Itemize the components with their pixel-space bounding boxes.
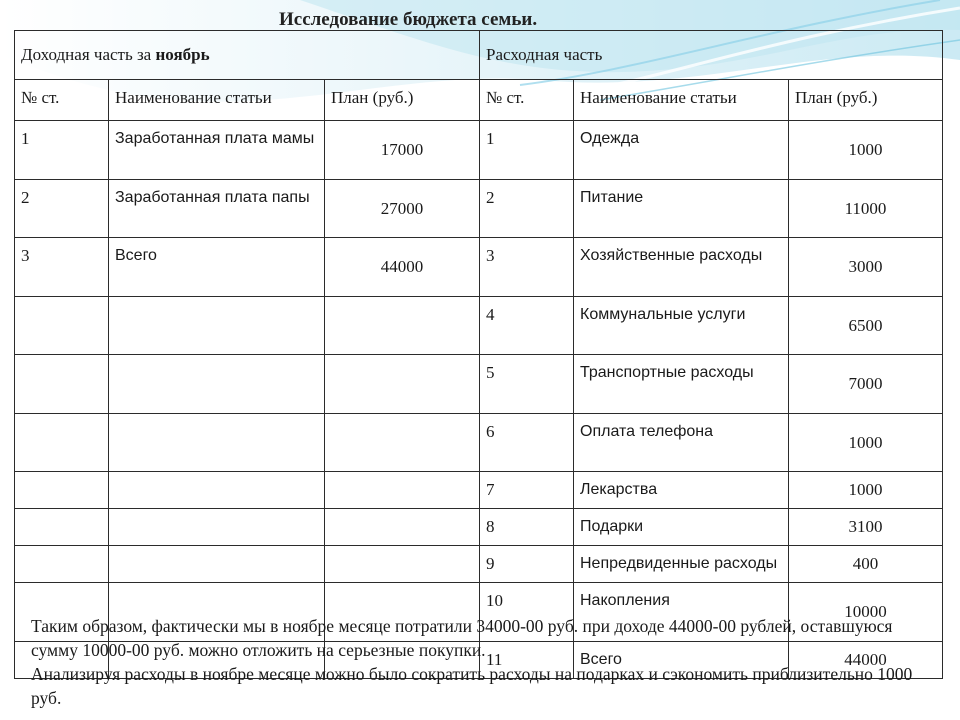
income-name-cell: Всего — [109, 238, 325, 297]
income-num-cell — [15, 546, 109, 583]
table-row — [15, 546, 943, 583]
expense-num-cell: 3 — [480, 238, 574, 297]
expense-plan-cell: 400 — [789, 546, 943, 583]
page-title: Исследование бюджета семьи. — [279, 9, 538, 30]
budget-table — [14, 30, 943, 679]
column-header-row — [15, 80, 943, 121]
income-col-plan: План (руб.) — [325, 80, 480, 121]
income-plan-cell: 44000 — [325, 238, 480, 297]
income-num-cell: 1 — [15, 121, 109, 180]
expense-num-cell: 1 — [480, 121, 574, 180]
section-header-row — [15, 31, 943, 80]
expense-plan-cell: 7000 — [789, 355, 943, 414]
income-num-cell — [15, 414, 109, 472]
table-row — [15, 355, 943, 414]
expense-plan-cell: 1000 — [789, 472, 943, 509]
table-row — [15, 297, 943, 355]
income-plan-cell: 27000 — [325, 180, 480, 238]
income-plan-cell — [325, 414, 480, 472]
expense-num-cell: 2 — [480, 180, 574, 238]
table-row — [15, 238, 943, 297]
expense-col-name: Наименование статьи — [574, 80, 789, 121]
income-col-num: № ст. — [15, 80, 109, 121]
income-header-prefix: Доходная часть за — [21, 45, 156, 64]
income-name-cell: Заработанная плата папы — [109, 180, 325, 238]
expense-name-cell: Хозяйственные расходы — [574, 238, 789, 297]
income-name-cell — [109, 546, 325, 583]
income-num-cell — [15, 472, 109, 509]
expense-name-cell: Непредвиденные расходы — [574, 546, 789, 583]
income-col-name: Наименование статьи — [109, 80, 325, 121]
income-plan-cell — [325, 546, 480, 583]
expense-name-cell: Всего — [574, 642, 789, 679]
expense-num-cell: 7 — [480, 472, 574, 509]
expense-num-cell: 5 — [480, 355, 574, 414]
income-num-cell: 3 — [15, 238, 109, 297]
table-row — [15, 121, 943, 180]
expense-name-cell: Оплата телефона — [574, 414, 789, 472]
income-num-cell — [15, 297, 109, 355]
income-name-cell — [109, 297, 325, 355]
expense-section-header: Расходная часть — [480, 31, 943, 80]
table-row — [15, 509, 943, 546]
income-plan-cell — [325, 355, 480, 414]
expense-name-cell: Коммунальные услуги — [574, 297, 789, 355]
conclusion-paragraph-1: Таким образом, фактически мы в ноябре месяце потратили 34000-00 руб. при доходе 44000-00 рублей, оставшуюся сумму 10000-00 руб. можно отложить на серьезные покупки. — [31, 616, 893, 660]
expense-name-cell: Одежда — [574, 121, 789, 180]
income-name-cell: Заработанная плата мамы — [109, 121, 325, 180]
expense-col-plan: План (руб.) — [789, 80, 943, 121]
income-name-cell — [109, 472, 325, 509]
income-header-month: ноябрь — [155, 45, 210, 64]
table-row — [15, 180, 943, 238]
table-row — [15, 414, 943, 472]
expense-name-cell: Лекарства — [574, 472, 789, 509]
income-num-cell — [15, 509, 109, 546]
expense-num-cell: 8 — [480, 509, 574, 546]
income-name-cell — [109, 414, 325, 472]
expense-num-cell: 10 — [480, 583, 574, 642]
expense-name-cell: Подарки — [574, 509, 789, 546]
expense-plan-cell: 10000 — [789, 583, 943, 642]
expense-plan-cell: 1000 — [789, 121, 943, 180]
expense-plan-cell: 6500 — [789, 297, 943, 355]
expense-num-cell: 11 — [480, 642, 574, 679]
expense-num-cell: 9 — [480, 546, 574, 583]
expense-num-cell: 6 — [480, 414, 574, 472]
income-name-cell — [109, 509, 325, 546]
income-section-header — [15, 31, 480, 80]
expense-plan-cell: 44000 — [789, 642, 943, 679]
income-plan-cell — [325, 297, 480, 355]
income-name-cell — [109, 355, 325, 414]
expense-plan-cell: 3000 — [789, 238, 943, 297]
income-plan-cell — [325, 509, 480, 546]
expense-name-cell: Накопления — [574, 583, 789, 642]
expense-plan-cell: 11000 — [789, 180, 943, 238]
income-plan-cell — [325, 472, 480, 509]
income-num-cell: 2 — [15, 180, 109, 238]
expense-num-cell: 4 — [480, 297, 574, 355]
conclusion-paragraph-2: Анализируя расходы в ноябре месяце можно было сократить расходы на подарках и сэкономить приблизительно 1000 руб. — [31, 664, 913, 708]
table-row — [15, 472, 943, 509]
expense-name-cell: Транспортные расходы — [574, 355, 789, 414]
expense-plan-cell: 3100 — [789, 509, 943, 546]
income-num-cell — [15, 355, 109, 414]
expense-plan-cell: 1000 — [789, 414, 943, 472]
expense-name-cell: Питание — [574, 180, 789, 238]
conclusion-text — [31, 614, 931, 710]
income-plan-cell: 17000 — [325, 121, 480, 180]
expense-col-num: № ст. — [480, 80, 574, 121]
